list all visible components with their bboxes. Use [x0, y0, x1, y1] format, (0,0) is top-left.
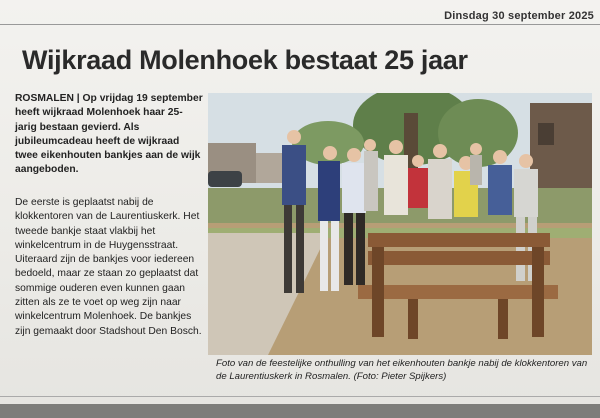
article-body: De eerste is geplaatst nabij de klokkentoren van de Laurentiuskerk. Het tweede bankje staat vlakbij het winkelcentrum in de Huygensstraat. Uiteraard zijn de bankjes voor iedereen bedoeld, maar ze staan zo geplaatst dat sommige ouderen even kunnen gaan zitten als ze te voet op weg zijn naar winkelcentrum Molenhoek. De bankjes zijn gemaakt door Stadshout Den Bosch. — [15, 197, 202, 337]
article-headline: Wijkraad Molenhoek bestaat 25 jaar — [22, 45, 468, 75]
photo-illustration — [208, 93, 592, 355]
page-edge — [0, 404, 600, 418]
footer-rule — [0, 396, 600, 397]
header-rule — [0, 24, 600, 25]
article-lead: ROSMALEN | Op vrijdag 19 september heeft wijkraad Molenhoek haar 25-jarig bestaan gevierd. Als jubileumcadeau heeft de wijkraad twee eikenhouten bankjes aan de wijk aangeboden. — [15, 93, 203, 176]
photo-caption: Foto van de feestelijke onthulling van het eikenhouten bankje nabij de klokkentoren van de Laurentiuskerk in Rosmalen. (Foto: Pieter Spijkers) — [216, 358, 588, 382]
article-lead-text: Op vrijdag 19 september heeft wijkraad Molenhoek haar 25-jarig bestaan gevierd. Als jubileumcadeau heeft de wijkraad twee eikenhouten bankjes aan de wijk aangeboden. — [15, 93, 203, 176]
issue-date: Dinsdag 30 september 2025 — [444, 10, 594, 22]
article-dateline: ROSMALEN — [15, 93, 74, 104]
article-photo — [208, 93, 592, 355]
